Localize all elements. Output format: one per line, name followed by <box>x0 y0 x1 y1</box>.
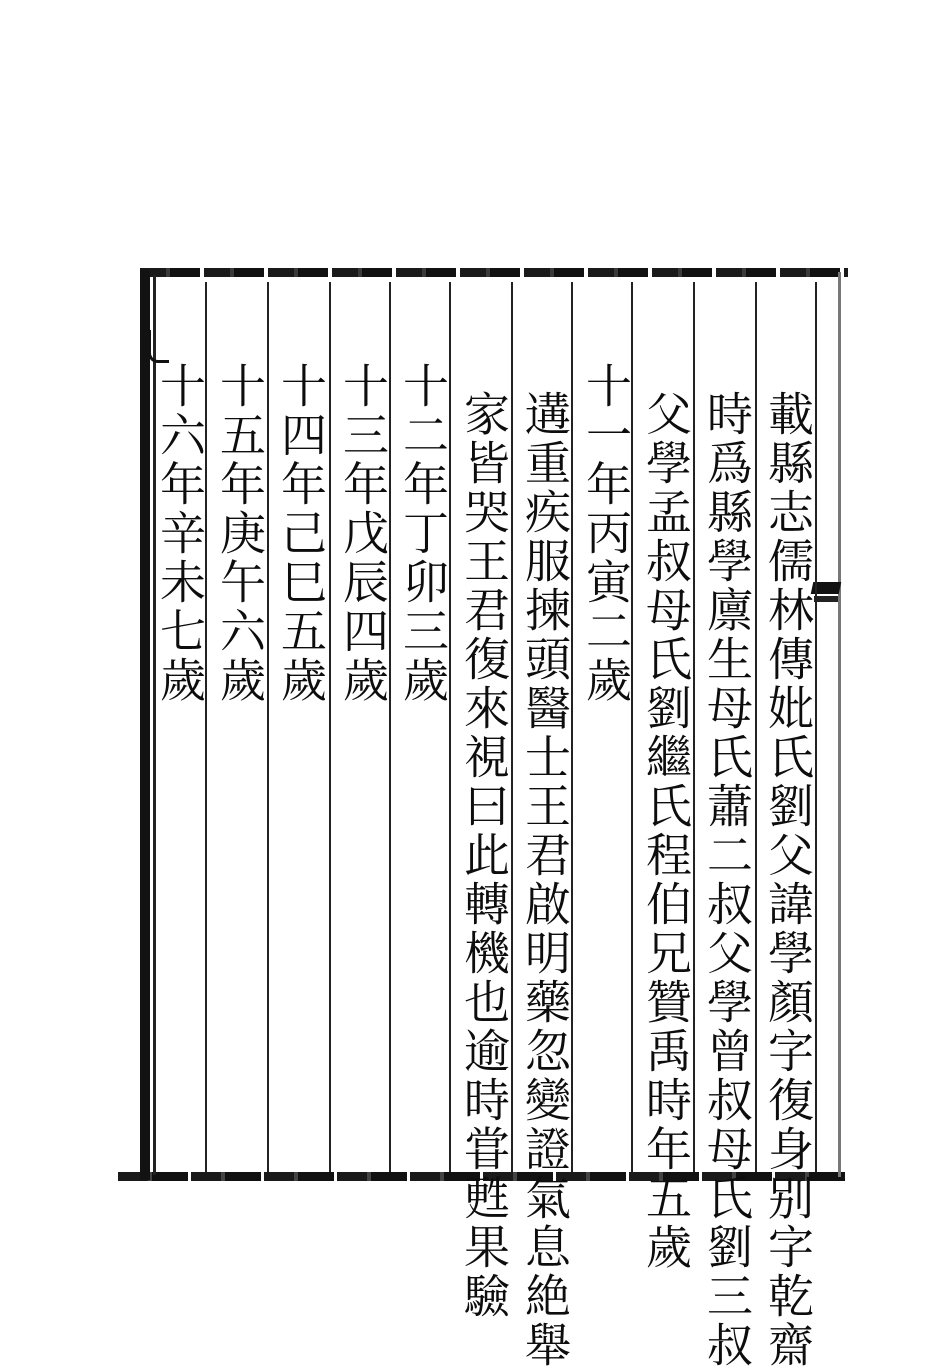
text-column-6: 家皆哭王君復來視曰此轉機也逾時甞甦果驗 <box>457 390 511 1321</box>
text-column-1: 載縣志儒林傳妣氏劉父諱學顏字復身别字乾齋 <box>761 390 815 1370</box>
text-column-7: 十二年丁卯三歲 <box>396 362 450 705</box>
text-column-11: 十六年辛未七歲 <box>153 362 207 705</box>
text-column-2: 時爲縣學廪生母氏蕭二叔父學曾叔母氏劉三叔 <box>700 390 754 1370</box>
corner-mark <box>148 330 169 363</box>
frame-right-border <box>838 272 841 1177</box>
text-column-10: 十五年庚午六歲 <box>213 362 267 705</box>
text-column-9: 十四年己巳五歲 <box>274 362 328 705</box>
frame-left-border <box>140 270 150 1180</box>
text-column-4: 十一年丙寅二歲 <box>579 362 633 705</box>
text-column-3: 父學孟叔母氏劉繼氏程伯兄贊禹時年五歲 <box>639 390 693 1272</box>
text-column-8: 十三年戊辰四歲 <box>336 362 390 705</box>
text-column-5: 遘重疾服揀頭醫士王君啟明藥忽變證氣息絶舉 <box>518 390 572 1370</box>
frame-top-border <box>140 268 848 277</box>
